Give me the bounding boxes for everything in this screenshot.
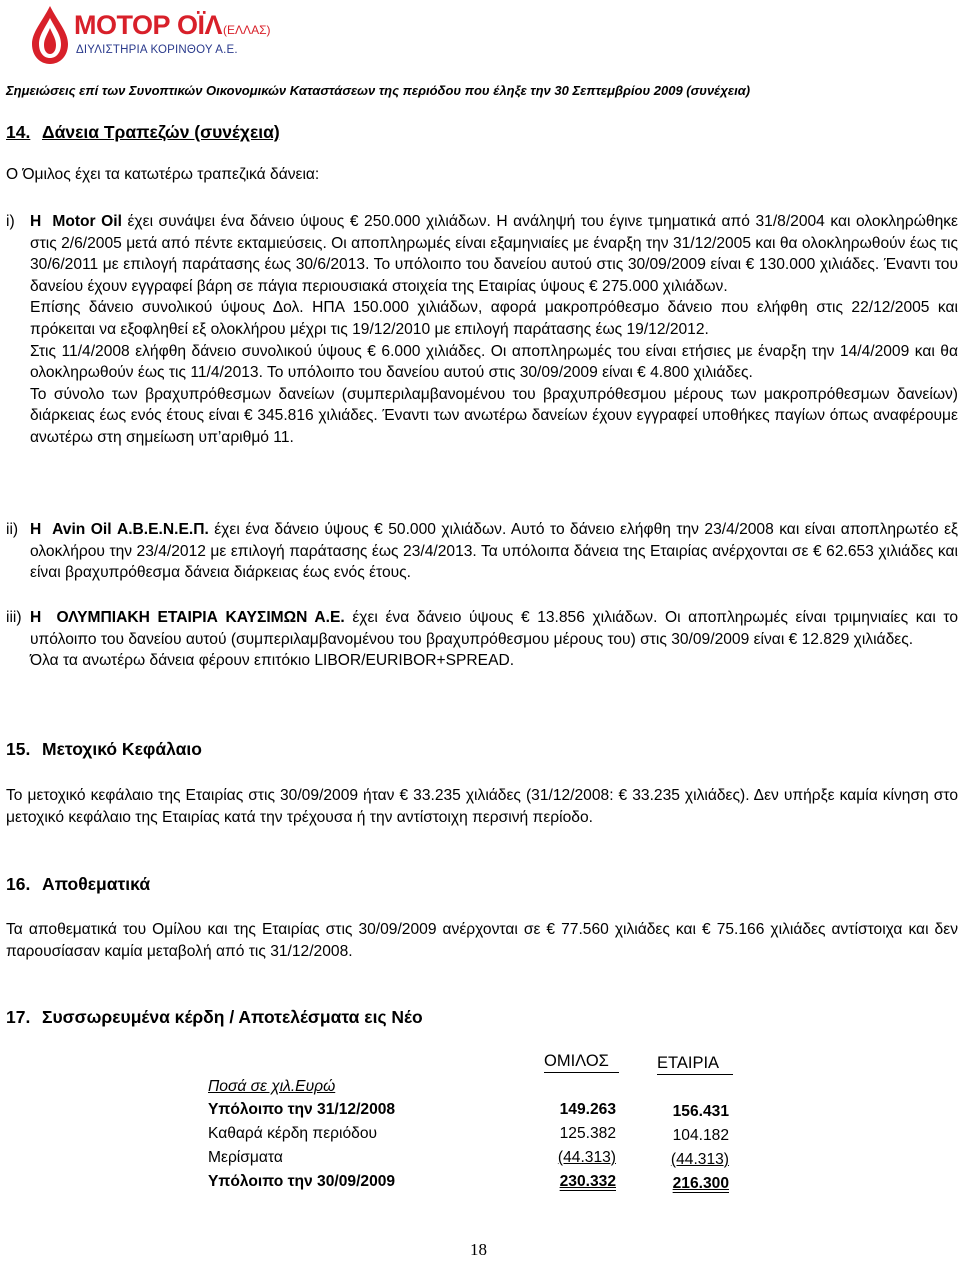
company-logo: [26, 4, 276, 66]
section-title: Μετοχικό Κεφάλαιο: [42, 739, 202, 759]
table-cell-company: (44.313): [670, 1151, 729, 1168]
item-iii-closing: Όλα τα ανωτέρω δάνεια φέρουν επιτόκιο LIBOR/EURIBOR+SPREAD.: [30, 652, 515, 670]
section-title: Δάνεια Τραπεζών (συνέχεια): [42, 122, 280, 142]
loan-item-ii: [6, 519, 958, 584]
item-marker: ii): [6, 521, 19, 538]
header-underline: [657, 1074, 733, 1075]
table-row-label: Καθαρά κέρδη περιόδου: [208, 1125, 378, 1142]
item-i-paragraph-3: Στις 11/4/2008 ελήφθη δάνειο συνολικού ύψους € 6.000 χιλιάδες. Οι αποπληρωμές του είναι ετήσιες με έναρξη την 14/4/2009 και θα ολοκληρωθούν έως τις 11/4/2013. Το υπόλοιπο του δανείου αυτού στις 30/09/2009 είναι € 4.800 χιλιάδες.: [30, 342, 958, 382]
section-title: Συσσωρευμένα κέρδη / Αποτελέσματα εις Νέο: [42, 1007, 423, 1027]
section-16-text: [6, 919, 958, 962]
loan-item-iii: [6, 607, 958, 672]
company-name: Avin Oil Α.Β.Ε.Ν.Ε.Π.: [52, 521, 209, 538]
table-cell-group: 149.263: [559, 1101, 616, 1118]
section-number: 16.: [6, 874, 31, 894]
section-14-intro: Ο Όμιλος έχει τα κατωτέρω τραπεζικά δάνεια:: [6, 166, 320, 183]
header-underline: [544, 1072, 619, 1073]
paragraph-text: Το μετοχικό κεφάλαιο της Εταιρίας στις 30/09/2009 ήταν € 33.235 χιλιάδες (31/12/2008: € 33.235 χιλιάδες). Δεν υπήρξε καμία κίνηση στο μετοχικό κεφάλαιο της Εταιρίας κατά την τρέχουσα ή την αντίστοιχη περσινή περίοδο.: [6, 787, 958, 826]
paragraph-text: έχει συνάψει ένα δάνειο ύψους € 250.000 χιλιάδων. Η ανάληψή του έγινε τμηματικά από 31/8/2004 και ολοκληρώθηκε στις 2/6/2005 μετά από πέντε εκταμιεύσεις. Οι αποπληρωμές είναι εξαμηνιαίες με έναρξη την 31/12/2005 και θα ολοκληρωθούν έως τις 30/6/2011 με επιλογή παράτασης έως 30/6/2013. Το υπόλοιπο του δανείου αυτού στις 30/09/2009 είναι € 130.000 χιλιάδες. Έναντι του δανείου έχουν εγγραφεί βάρη σε πάγια περιουσιακά στοιχεία της Εταιρίας ύψους € 275.000 χιλιάδων.: [30, 213, 958, 295]
item-i-paragraph-4: Το σύνολο των βραχυπρόθεσμων δανείων (συμπεριλαμβανομένου του βραχυπρόθεσμου μέρους των μακροπρόθεσμων δανείων) διάρκειας έως ενός έτους είναι € 345.816 χιλιάδες. Έναντι των ανωτέρω δανείων έχουν εγγραφεί υποθήκες παγίων όπως αναφέρουμε ανωτέρω στη σημείωση υπ’αριθμό 11.: [30, 385, 958, 446]
section-16-heading: [6, 874, 150, 895]
logo-brand-suffix: (ΕΛΛΑΣ): [223, 23, 271, 37]
paragraph-text: έχει ένα δάνειο ύψους € 13.856 χιλιάδων. Οι αποπληρωμές είναι τριμηνιαίες και το υπόλοιπο του δανείου αυτού (συμπεριλαμβανομένου του βραχυπρόθεσμου μέρους του) στις 30/09/2009 είναι € 12.829 χιλιάδες.: [30, 609, 959, 648]
item-marker: i): [6, 213, 15, 230]
section-number: 15.: [6, 739, 31, 759]
paragraph-text: Τα αποθεματικά του Ομίλου και της Εταιρίας στις 30/09/2009 ανέρχονται σε € 77.560 χιλιάδες και € 75.166 χιλιάδες αντίστοιχα και δεν παρουσίασαν καμία μεταβολή από τις 31/12/2008.: [6, 921, 958, 960]
item-marker: iii): [6, 609, 22, 626]
item-i-paragraph-2: Επίσης δάνειο συνολικού ύψους Δολ. ΗΠΑ 150.000 χιλιάδων, αφορά μακροπρόθεσμο δάνειο που ελήφθη στις 22/12/2005 και πρόκειται να εξοφληθεί εξ ολοκλήρου μέχρι τις 19/12/2010 με επιλογή παράτασης έως 19/12/2012.: [30, 299, 958, 338]
company-prefix: Η: [30, 521, 42, 538]
unit-label: Ποσά σε χιλ.Ευρώ: [208, 1078, 336, 1095]
table-row-label: Υπόλοιπο την 31/12/2008: [208, 1101, 396, 1118]
table-cell-group: (44.313): [557, 1149, 616, 1166]
table-cell-company: 156.431: [672, 1103, 729, 1120]
logo-brand: ΜΟΤΟΡ ΟΪΛ: [74, 10, 223, 40]
column-header-group: ΟΜΙΛΟΣ: [544, 1052, 609, 1070]
company-prefix: Η: [30, 213, 42, 230]
header-note: Σημειώσεις επί των Συνοπτικών Οικονομικών Καταστάσεων της περιόδου που έληξε την 30 Σεπτεμβρίου 2009 (συνέχεια): [6, 83, 751, 98]
section-14-heading: [6, 122, 280, 143]
section-15-text: [6, 785, 958, 828]
table-cell-group: 125.382: [559, 1125, 616, 1142]
section-number: 14.: [6, 122, 31, 142]
page-number: 18: [470, 1240, 487, 1259]
logo-subtitle: ΔΙΥΛΙΣΤΗΡΙΑ ΚΟΡΙΝΘΟΥ Α.Ε.: [76, 44, 238, 56]
table-row-label: Υπόλοιπο την 30/09/2009: [208, 1173, 396, 1190]
company-prefix: Η: [30, 609, 42, 626]
table-cell-company: 104.182: [672, 1127, 729, 1144]
item-i-paragraph-1: [30, 211, 958, 297]
company-name: Motor Oil: [52, 213, 122, 230]
table-cell-company: 216.300: [672, 1175, 729, 1192]
section-17-heading: [6, 1007, 423, 1028]
item-iii-paragraph: [30, 607, 958, 650]
table-cell-group: 230.332: [559, 1173, 616, 1190]
paragraph-text: έχει ένα δάνειο ύψους € 50.000 χιλιάδων. Αυτό το δάνειο ελήφθη την 23/4/2008 και είναι αποπληρωτέο εξ ολοκλήρου την 23/4/2012 με επιλογή παράτασης έως 23/4/2013. Τα υπόλοιπα δάνεια της Εταιρίας ανέρχονται σε € 62.653 χιλιάδες και είναι βραχυπρόθεσμα δάνεια διάρκειας έως ενός έτους.: [30, 521, 959, 582]
item-ii-paragraph: [30, 519, 958, 584]
section-title: Αποθεματικά: [42, 874, 151, 894]
section-number: 17.: [6, 1007, 31, 1027]
table-row-label: Μερίσματα: [208, 1149, 283, 1166]
section-15-heading: [6, 739, 202, 760]
company-name: ΟΛΥΜΠΙΑΚΗ ΕΤΑΙΡΙΑ ΚΑΥΣΙΜΩΝ Α.Ε.: [56, 609, 345, 626]
loan-item-i: [6, 211, 958, 449]
column-header-company: ΕΤΑΙΡΙΑ: [657, 1054, 720, 1072]
